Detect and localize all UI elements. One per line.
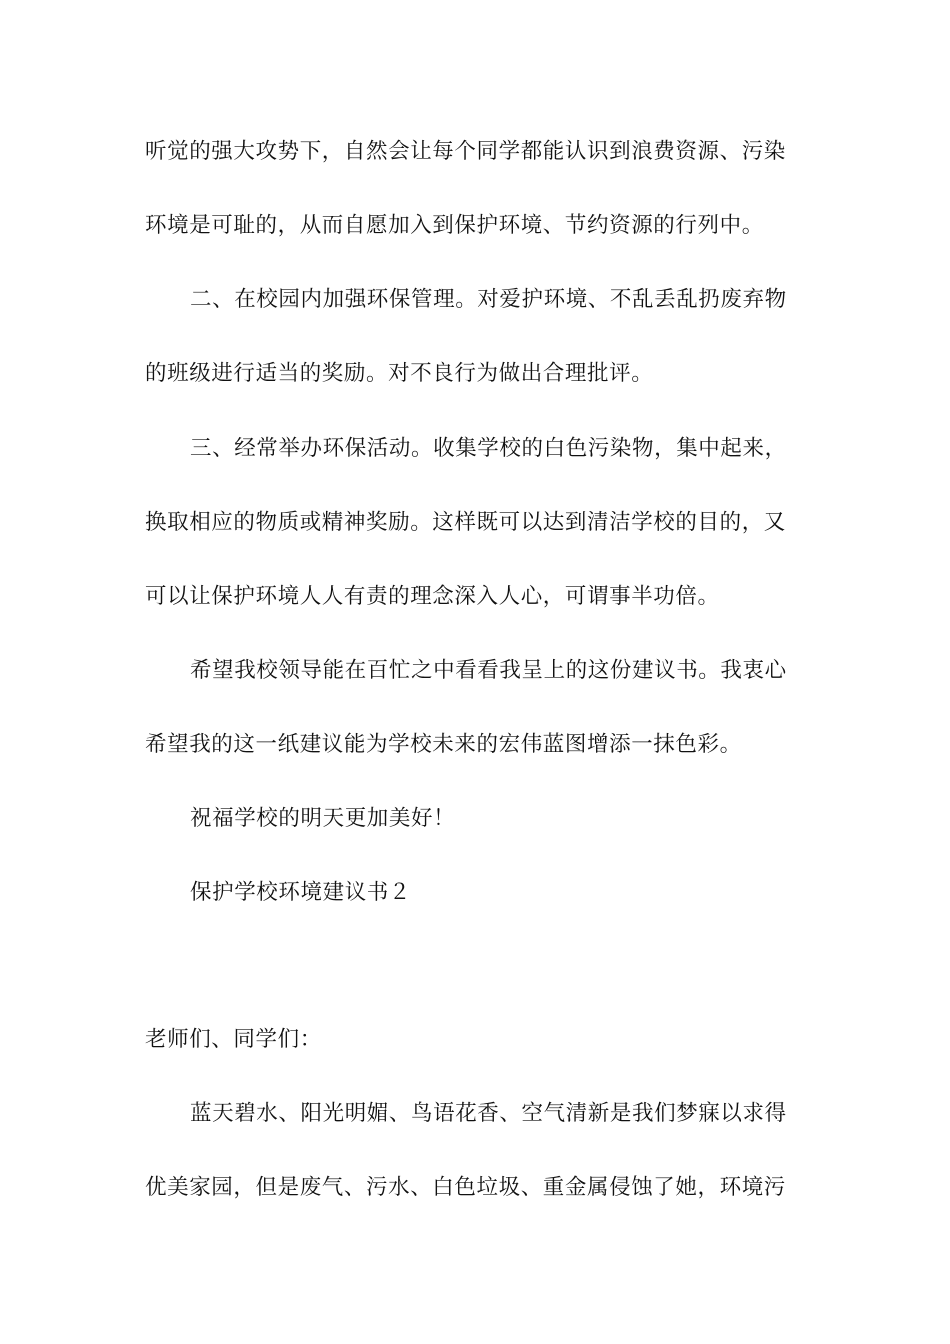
body-text-line: 可以让保护环境人人有责的理念深入人心，可谓事半功倍。 [145,584,720,609]
body-text-line: 优美家园，但是废气、污水、白色垃圾、重金属侵蚀了她，环境污 [145,1175,786,1200]
document-subtitle: 保护学校环境建议书２ [190,880,412,905]
body-text-line: 听觉的强大攻势下，自然会让每个同学都能认识到浪费资源、污染 [145,139,786,164]
closing-wish-line: 祝福学校的明天更加美好！ [190,806,456,831]
body-text-line: 环境是可耻的，从而自愿加入到保护环境、节约资源的行列中。 [145,213,764,238]
section-three-line: 三、经常举办环保活动。收集学校的白色污染物，集中起来， [190,436,787,461]
body-text-line: 希望我校领导能在百忙之中看看我呈上的这份建议书。我衷心 [190,658,787,683]
body-text-line: 换取相应的物质或精神奖励。这样既可以达到清洁学校的目的，又 [145,510,786,535]
body-text-line: 蓝天碧水、阳光明媚、鸟语花香、空气清新是我们梦寐以求得 [190,1101,787,1126]
body-text-line: 希望我的这一纸建议能为学校未来的宏伟蓝图增添一抹色彩。 [145,732,742,757]
section-two-line: 二、在校园内加强环保管理。对爱护环境、不乱丢乱扔废弃物 [190,287,787,312]
body-text-line: 的班级进行适当的奖励。对不良行为做出合理批评。 [145,361,654,386]
salutation-line: 老师们、同学们： [145,1027,322,1052]
